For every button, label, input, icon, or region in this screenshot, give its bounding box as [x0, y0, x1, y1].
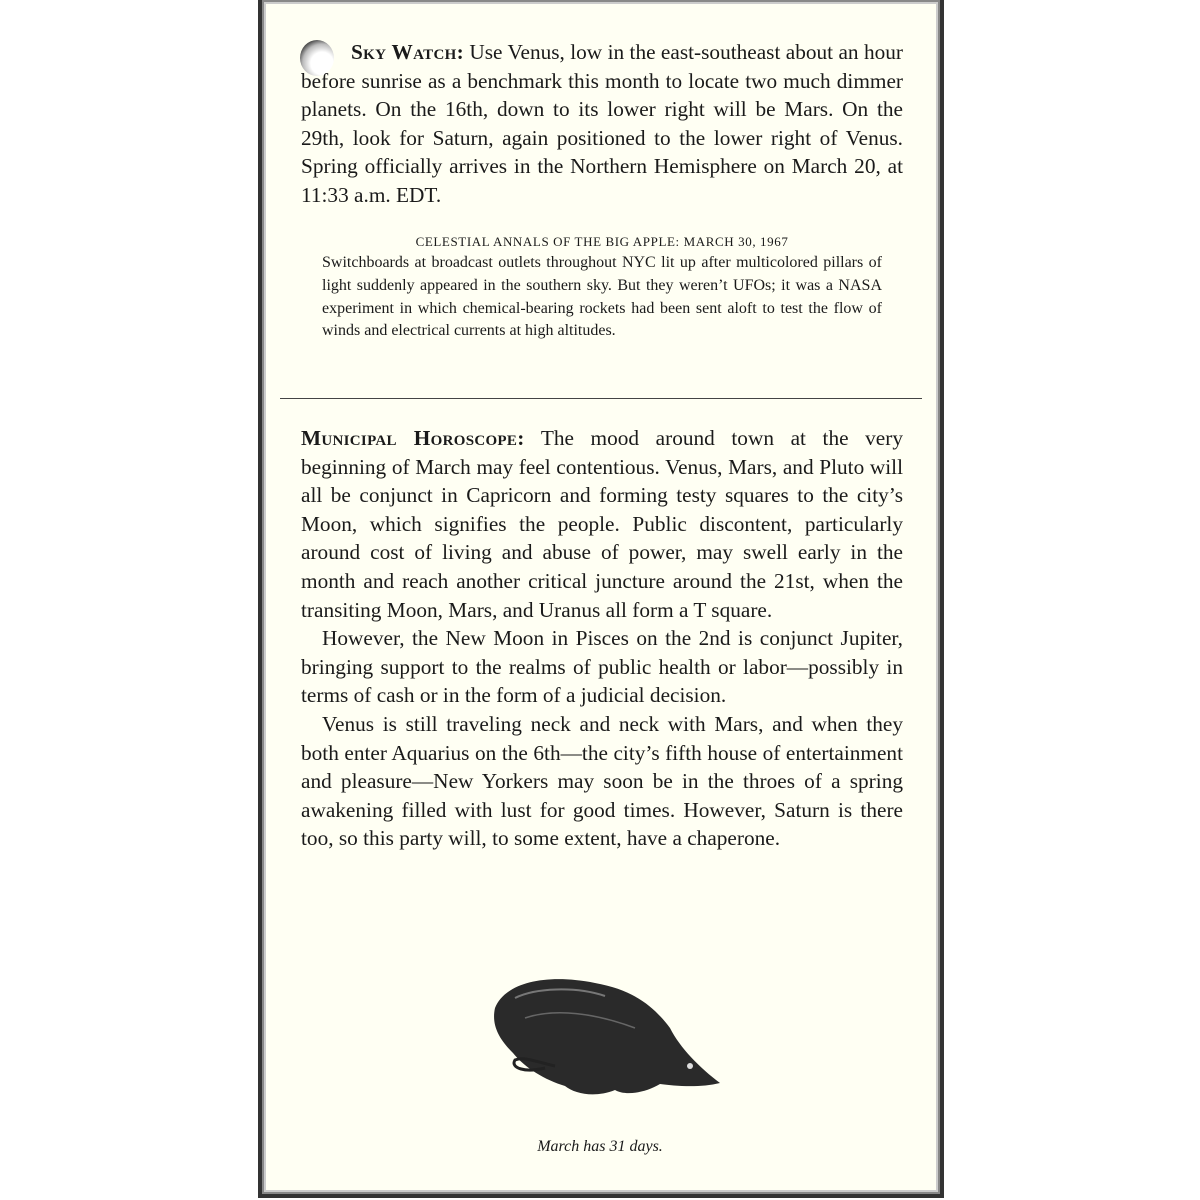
section-divider — [280, 398, 922, 399]
horoscope-paragraph: Venus is still traveling neck and neck with Mars, and when they both enter Aquarius on the 6th—the city’s fifth house of entertainment and pleasure—New Yorkers may soon be in the throes of a spring awakening filled with lust for good times. However, Saturn is there too, so this party will, to some extent, have a chaperone. — [301, 711, 903, 851]
horoscope-label: Municipal Horoscope: — [301, 426, 525, 450]
celestial-annals — [322, 232, 882, 343]
horoscope-text: The mood around town at the very beginning of March may feel contentious. Venus, Mars, and Pluto will all be conjunct in Capricorn and forming testy squares to the city’s Moon, which signifies the people. Public discontent, particularly around cost of living and abuse of power, may swell early in the month and reach another critical juncture around the 21st, when the transiting Moon, Mars, and Uranus all form a T square. — [301, 426, 904, 622]
footer-note: March has 31 days. — [537, 1138, 663, 1155]
annals-text: Switchboards at broadcast outlets throughout NYC lit up after multicolored pillars of light suddenly appeared in the southern sky. But they weren’t UFOs; it was a NASA experiment in which chemical-bearing rockets had been sent aloft to test the flow of winds and electrical currents at high altitudes. — [322, 254, 882, 340]
municipal-horoscope-section — [301, 424, 903, 853]
sky-watch-text: Use Venus, low in the east-southeast about an hour before sunrise as a benchmark this month to locate two much dimmer planets. On the 16th, down to its lower right will be Mars. On the 29th, look for Saturn, again positioned to the lower right of Venus. Spring officially arrives in the Northern Hemisphere on March 20, at 11:33 a.m. EDT. — [301, 40, 903, 207]
horoscope-paragraph — [301, 424, 903, 624]
annals-heading: CELESTIAL ANNALS OF THE BIG APPLE: MARCH 30, 1967 — [415, 234, 789, 249]
sky-watch-label: Sky Watch: — [351, 40, 464, 64]
horoscope-paragraph: However, the New Moon in Pisces on the 2nd is conjunct Jupiter, bringing support to the realms of public health or labor—possibly in terms of cash or in the form of a judicial decision. — [301, 626, 903, 708]
sky-watch-section — [301, 38, 903, 210]
rat-illustration — [485, 968, 725, 1103]
